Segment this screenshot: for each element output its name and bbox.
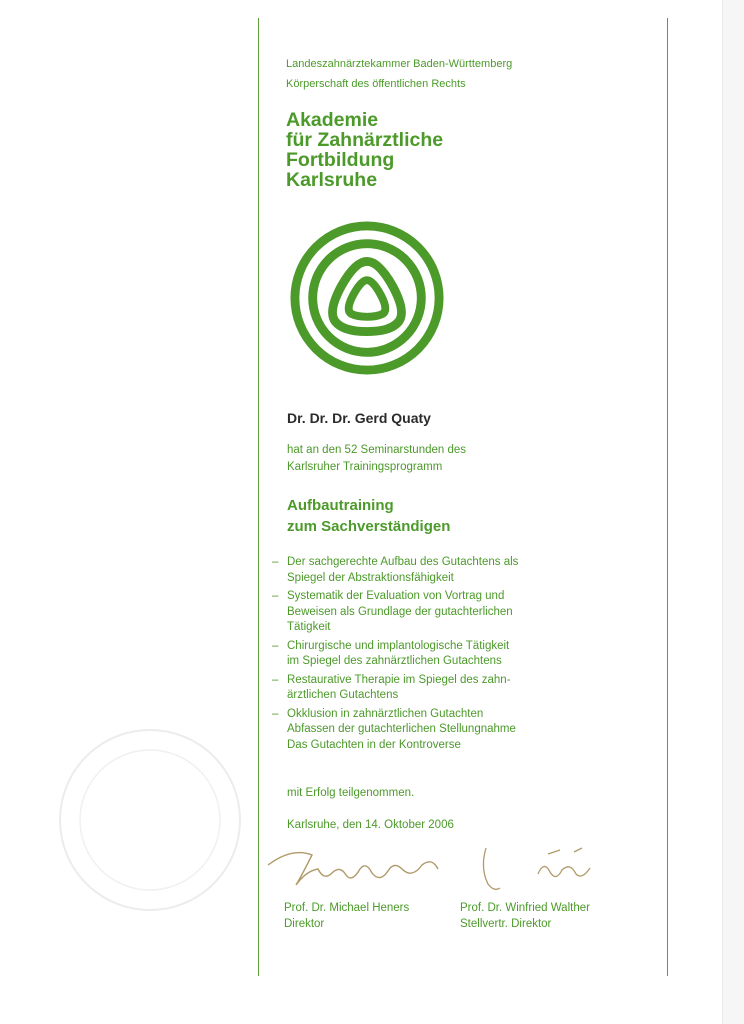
- topic-item: [272, 707, 592, 754]
- topic-line: Spiegel der Abstraktionsfähigkeit: [287, 571, 454, 584]
- academy-title: [286, 110, 443, 190]
- topic-line: ärztlichen Gutachtens: [287, 689, 399, 701]
- recipient-name: Dr. Dr. Dr. Gerd Quaty: [287, 410, 431, 426]
- signer-2-role: Stellvertr. Direktor: [460, 918, 552, 930]
- title-line-4: Karlsruhe: [286, 169, 378, 191]
- topic-dash: –: [272, 673, 279, 686]
- right-border-line: [667, 18, 668, 976]
- header-public-body: Körperschaft des öffentlichen Rechts: [286, 78, 466, 90]
- intro-line-2: Karlsruher Trainingsprogramm: [287, 461, 443, 473]
- signer-1-role: Direktor: [284, 918, 325, 930]
- signer-2-name: Prof. Dr. Winfried Walther: [460, 902, 590, 914]
- intro-text: [287, 442, 466, 476]
- scan-edge: [722, 0, 744, 1024]
- topic-line: Das Gutachten in der Kontroverse: [287, 738, 461, 751]
- topic-line: Tätigkeit: [287, 621, 331, 633]
- topic-line: Restaurative Therapie im Spiegel des zahn-: [287, 673, 511, 686]
- signer-1-name: Prof. Dr. Michael Heners: [284, 902, 410, 914]
- title-line-3: Fortbildung: [286, 149, 395, 171]
- course-line-2: zum Sachverständigen: [287, 518, 451, 535]
- course-line-1: Aufbautraining: [287, 497, 394, 514]
- topic-dash: –: [272, 590, 279, 602]
- topic-item: [272, 639, 592, 670]
- title-line-2: für Zahnärztliche: [286, 129, 444, 151]
- embossed-seal-icon: [50, 720, 250, 920]
- topic-item: [272, 589, 592, 636]
- topic-line: Der sachgerechte Aufbau des Gutachtens als: [287, 556, 519, 568]
- signer-deputy-director: [460, 900, 590, 932]
- intro-line-1: hat an den 52 Seminarstunden des: [287, 444, 467, 456]
- concentric-triangle-logo-icon: [288, 219, 446, 377]
- header-chamber: Landeszahnärztekammer Baden-Württemberg: [286, 58, 513, 70]
- signature-1-icon: [262, 835, 462, 895]
- signature-2-icon: [478, 844, 608, 894]
- topic-dash: –: [272, 556, 279, 568]
- topic-line: Abfassen der gutachterlichen Stellungnahme: [287, 723, 516, 735]
- topic-item: [272, 555, 592, 586]
- topic-line: Chirurgische und implantologische Tätigkeit: [287, 639, 510, 652]
- left-border-line: [258, 18, 259, 976]
- signer-director: [284, 900, 409, 932]
- topic-list: [272, 555, 592, 756]
- course-title: [287, 495, 450, 537]
- title-line-1: Akademie: [286, 109, 379, 131]
- topic-line: Beweisen als Grundlage der gutachterlichen: [287, 605, 513, 618]
- topic-line: im Spiegel des zahnärztlichen Gutachtens: [287, 655, 502, 667]
- topic-line: Okklusion in zahnärztlichen Gutachten: [287, 707, 484, 720]
- topic-dash: –: [272, 707, 279, 720]
- place-date: Karlsruhe, den 14. Oktober 2006: [287, 819, 454, 831]
- topic-item: [272, 673, 592, 704]
- topic-line: Systematik der Evaluation von Vortrag und: [287, 590, 505, 602]
- topic-dash: –: [272, 639, 279, 652]
- result-text: mit Erfolg teilgenommen.: [287, 787, 415, 799]
